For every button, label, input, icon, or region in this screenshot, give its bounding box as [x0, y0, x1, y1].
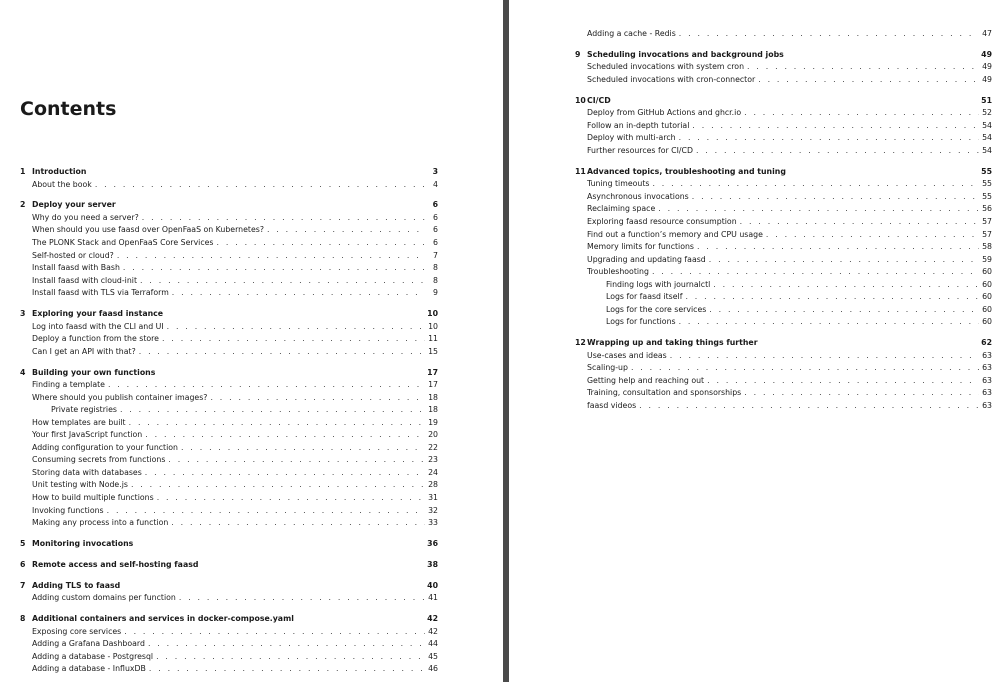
- entry-title: Exploring your faasd instance: [32, 309, 164, 319]
- toc-section[interactable]: [20, 651, 438, 664]
- page-number: 6: [433, 238, 438, 248]
- entry-title: Storing data with databases: [32, 467, 142, 477]
- toc-section[interactable]: [575, 203, 992, 216]
- dot-leader: [168, 454, 425, 467]
- page-number: 3: [432, 167, 438, 176]
- page-number: 59: [982, 254, 992, 264]
- toc-section[interactable]: [20, 429, 438, 442]
- toc-subsection[interactable]: [575, 279, 992, 292]
- entry-title: The PLONK Stack and OpenFaaS Core Services: [32, 238, 214, 248]
- entry-title: Introduction: [32, 167, 87, 176]
- toc-section[interactable]: [20, 250, 438, 263]
- toc-section[interactable]: [20, 275, 438, 288]
- page-number: 60: [982, 304, 992, 314]
- entry-title: Adding configuration to your function: [32, 442, 178, 452]
- entry-title: Training, consultation and sponsorships: [587, 388, 742, 398]
- toc-section[interactable]: [575, 178, 992, 191]
- entry-title: faasd videos: [587, 400, 637, 410]
- dot-leader: [142, 212, 425, 225]
- toc-section[interactable]: [20, 592, 438, 605]
- page-number: 49: [981, 49, 992, 59]
- page-number: 57: [982, 229, 992, 239]
- toc-section[interactable]: [575, 266, 992, 279]
- dot-leader: [652, 266, 979, 279]
- dot-leader: [139, 346, 425, 359]
- entry-title: Can I get an API with that?: [32, 346, 136, 356]
- entry-title: Install faasd with TLS via Terraform: [32, 288, 169, 298]
- dot-leader: [744, 107, 979, 120]
- dot-leader: [679, 316, 979, 329]
- toc-subsection[interactable]: [575, 304, 992, 317]
- dot-leader: [162, 333, 425, 346]
- entry-title: Memory limits for functions: [587, 242, 694, 252]
- toc-section[interactable]: [575, 28, 992, 41]
- entry-title: Log into faasd with the CLI and UI: [32, 321, 164, 331]
- entry-title: Tuning timeouts: [587, 179, 650, 189]
- dot-leader: [696, 145, 979, 158]
- chapter-number: 7: [20, 580, 26, 590]
- page-number: 7: [433, 250, 438, 260]
- entry-title: Deploy a function from the store: [32, 334, 159, 344]
- chapter-number: 11: [575, 166, 586, 176]
- toc-section[interactable]: [575, 191, 992, 204]
- chapter-number: 8: [20, 614, 26, 624]
- toc-chapter[interactable]: [20, 613, 438, 626]
- dot-leader: [744, 387, 979, 400]
- entry-title: Where should you publish container images?: [32, 392, 208, 402]
- page-number: 63: [982, 388, 992, 398]
- chapter-number: 1: [20, 167, 26, 176]
- dot-leader: [709, 254, 979, 267]
- page-number: 55: [982, 191, 992, 201]
- dot-leader: [766, 229, 979, 242]
- toc-section[interactable]: [575, 61, 992, 74]
- toc-right-column: [575, 28, 992, 413]
- toc-chapter[interactable]: [575, 166, 992, 179]
- toc-section[interactable]: [20, 287, 438, 300]
- page-number: 6: [432, 200, 438, 210]
- page-number: 60: [982, 267, 992, 277]
- chapter-number: 2: [20, 200, 26, 210]
- chapter-number: 5: [20, 538, 26, 548]
- dot-leader: [631, 362, 979, 375]
- toc-subsection[interactable]: [575, 291, 992, 304]
- dot-leader: [149, 663, 425, 676]
- entry-title: Finding logs with journalctl: [606, 279, 711, 289]
- dot-leader: [145, 467, 425, 480]
- toc-section[interactable]: [20, 517, 438, 530]
- page-number: 52: [982, 108, 992, 118]
- dot-leader: [670, 350, 979, 363]
- page-number: 17: [428, 380, 438, 390]
- page-number: 46: [428, 664, 438, 674]
- dot-leader: [181, 442, 425, 455]
- dot-leader: [679, 132, 979, 145]
- dot-leader: [167, 321, 425, 334]
- entry-title: Why do you need a server?: [32, 212, 139, 222]
- entry-title: Adding a cache - Redis: [587, 29, 676, 38]
- entry-title: Troubleshooting: [587, 267, 649, 277]
- toc-section[interactable]: [575, 132, 992, 145]
- page-number: 63: [982, 400, 992, 410]
- dot-leader: [685, 291, 979, 304]
- dot-leader: [117, 250, 425, 263]
- entry-title: Exposing core services: [32, 626, 122, 636]
- toc-section[interactable]: [575, 145, 992, 158]
- page-number: 44: [428, 639, 438, 649]
- toc-section[interactable]: [20, 417, 438, 430]
- page-number: 54: [982, 145, 992, 155]
- dot-leader: [179, 592, 425, 605]
- toc-section[interactable]: [20, 346, 438, 359]
- page-number: 51: [981, 95, 992, 105]
- toc-chapter[interactable]: [20, 367, 438, 380]
- dot-leader: [692, 120, 979, 133]
- page-number: 17: [427, 367, 438, 377]
- entry-title: Logs for faasd itself: [606, 292, 683, 302]
- dot-leader: [108, 379, 425, 392]
- entry-title: Your first JavaScript function: [32, 430, 143, 440]
- toc-section[interactable]: [20, 224, 438, 237]
- page-number: 58: [982, 242, 992, 252]
- toc-chapter[interactable]: [20, 580, 438, 593]
- toc-chapter[interactable]: [20, 308, 438, 321]
- entry-title: Use-cases and ideas: [587, 350, 667, 360]
- page-number: 62: [981, 338, 992, 348]
- entry-title: Reclaiming space: [587, 204, 656, 214]
- entry-title: Deploy with multi-arch: [587, 133, 676, 143]
- dot-leader: [156, 651, 425, 664]
- page-number: 40: [427, 580, 438, 590]
- entry-title: Scheduling invocations and background jobs: [587, 49, 784, 59]
- toc-chapter[interactable]: [20, 559, 438, 572]
- page-number: 32: [428, 505, 438, 515]
- dot-leader: [157, 492, 425, 505]
- dot-leader: [707, 375, 979, 388]
- chapter-number: 10: [575, 95, 586, 105]
- page-number: 49: [982, 74, 992, 84]
- toc-section[interactable]: [575, 241, 992, 254]
- entry-title: Deploy your server: [32, 200, 116, 210]
- page-number: 54: [982, 133, 992, 143]
- toc-chapter[interactable]: [575, 95, 992, 108]
- toc-section[interactable]: [20, 179, 438, 192]
- page-number: 31: [428, 493, 438, 503]
- toc-section[interactable]: [20, 212, 438, 225]
- entry-title: Logs for the core services: [606, 304, 707, 314]
- page-number: 24: [428, 467, 438, 477]
- entry-title: Adding TLS to faasd: [32, 580, 121, 590]
- chapter-number: 3: [20, 309, 26, 319]
- toc-section[interactable]: [20, 505, 438, 518]
- entry-title: Unit testing with Node.js: [32, 480, 128, 490]
- entry-title: Deploy from GitHub Actions and ghcr.io: [587, 108, 742, 118]
- entry-title: Monitoring invocations: [32, 538, 134, 548]
- entry-title: CI/CD: [587, 95, 611, 105]
- entry-title: Private registries: [51, 405, 117, 415]
- dot-leader: [120, 404, 425, 417]
- dot-leader: [740, 216, 979, 229]
- entry-title: Consuming secrets from functions: [32, 455, 166, 465]
- page-number: 54: [982, 120, 992, 130]
- entry-title: Further resources for CI/CD: [587, 145, 693, 155]
- page-number: 9: [433, 288, 438, 298]
- toc-subsection[interactable]: [575, 316, 992, 329]
- toc-section[interactable]: [575, 362, 992, 375]
- dot-leader: [129, 417, 425, 430]
- page-number: 63: [982, 363, 992, 373]
- page-number: 11: [428, 334, 438, 344]
- toc-section[interactable]: [575, 107, 992, 120]
- page-number: 60: [982, 279, 992, 289]
- dot-leader: [140, 275, 425, 288]
- toc-chapter[interactable]: [20, 166, 438, 179]
- toc-chapter[interactable]: [20, 538, 438, 551]
- dot-leader: [658, 203, 979, 216]
- toc-section[interactable]: [20, 392, 438, 405]
- entry-title: Asynchronous invocations: [587, 191, 689, 201]
- page-number: 55: [982, 179, 992, 189]
- toc-chapter[interactable]: [575, 337, 992, 350]
- chapter-number: 4: [20, 367, 26, 377]
- page-number: 38: [427, 559, 438, 569]
- entry-title: Additional containers and services in docker-compose.yaml: [32, 614, 294, 624]
- page-number: 18: [428, 392, 438, 402]
- entry-title: Wrapping up and taking things further: [587, 338, 758, 348]
- page-number: 41: [428, 593, 438, 603]
- dot-leader: [217, 237, 426, 250]
- page-number: 47: [982, 29, 992, 38]
- page-number: 60: [982, 292, 992, 302]
- dot-leader: [713, 279, 979, 292]
- page-number: 57: [982, 217, 992, 226]
- entry-title: Upgrading and updating faasd: [587, 254, 706, 264]
- dot-leader: [95, 179, 425, 192]
- contents-heading: Contents: [20, 98, 117, 120]
- entry-title: Follow an in-depth tutorial: [587, 120, 690, 130]
- page-number: 60: [982, 317, 992, 327]
- entry-title: Adding a database - Postgresql: [32, 651, 154, 661]
- page-number: 56: [982, 204, 992, 214]
- entry-title: Invoking functions: [32, 505, 104, 515]
- page-number: 6: [433, 225, 438, 235]
- dot-leader: [131, 479, 425, 492]
- page-number: 36: [427, 538, 438, 548]
- dot-leader: [210, 392, 425, 405]
- toc-section[interactable]: [575, 387, 992, 400]
- page-number: 15: [428, 346, 438, 356]
- page-number: 49: [982, 62, 992, 72]
- toc-subsection[interactable]: [20, 404, 438, 417]
- chapter-number: 9: [575, 49, 581, 59]
- dot-leader: [107, 505, 425, 518]
- page-number: 42: [428, 626, 438, 636]
- entry-title: How templates are built: [32, 417, 126, 427]
- entry-title: Adding custom domains per function: [32, 593, 176, 603]
- toc-section[interactable]: [20, 454, 438, 467]
- toc-chapter[interactable]: [20, 199, 438, 212]
- chapter-number: 12: [575, 338, 586, 348]
- toc-section[interactable]: [20, 492, 438, 505]
- entry-title: About the book: [32, 179, 92, 189]
- toc-section[interactable]: [20, 321, 438, 334]
- page-number: 22: [428, 442, 438, 452]
- toc-section[interactable]: [20, 626, 438, 639]
- dot-leader: [172, 287, 425, 300]
- toc-section[interactable]: [20, 262, 438, 275]
- entry-title: Remote access and self-hosting faasd: [32, 559, 199, 569]
- entry-title: Exploring faasd resource consumption: [587, 217, 737, 226]
- page-number: 28: [428, 480, 438, 490]
- toc-section[interactable]: [20, 333, 438, 346]
- page-number: 63: [982, 350, 992, 360]
- dot-leader: [145, 429, 425, 442]
- entry-title: Getting help and reaching out: [587, 375, 705, 385]
- toc-section[interactable]: [575, 375, 992, 388]
- toc-section[interactable]: [575, 254, 992, 267]
- toc-section[interactable]: [20, 467, 438, 480]
- dot-leader: [679, 28, 979, 41]
- page-number: 42: [427, 614, 438, 624]
- entry-title: How to build multiple functions: [32, 493, 154, 503]
- dot-leader: [124, 626, 425, 639]
- page-number: 45: [428, 651, 438, 661]
- toc-section[interactable]: [575, 400, 992, 413]
- dot-leader: [652, 178, 979, 191]
- entry-title: Find out a function’s memory and CPU usage: [587, 229, 763, 239]
- entry-title: Self-hosted or cloud?: [32, 250, 114, 260]
- entry-title: Logs for functions: [606, 317, 676, 327]
- toc-chapter[interactable]: [575, 49, 992, 62]
- toc-section[interactable]: [575, 74, 992, 87]
- dot-leader: [148, 638, 425, 651]
- dot-leader: [758, 74, 979, 87]
- toc-section[interactable]: [575, 216, 992, 229]
- entry-title: Scheduled invocations with cron-connector: [587, 74, 756, 84]
- dot-leader: [709, 304, 979, 317]
- entry-title: When should you use faasd over OpenFaaS on Kubernetes?: [32, 225, 264, 235]
- toc-section[interactable]: [20, 379, 438, 392]
- page-number: 55: [981, 166, 992, 176]
- toc-section[interactable]: [20, 663, 438, 676]
- page-number: 4: [433, 179, 438, 189]
- dot-leader: [639, 400, 979, 413]
- page-number: 23: [428, 455, 438, 465]
- toc-section[interactable]: [20, 237, 438, 250]
- entry-title: Scaling-up: [587, 363, 628, 373]
- page-number: 20: [428, 430, 438, 440]
- toc-section[interactable]: [20, 442, 438, 455]
- entry-title: Advanced topics, troubleshooting and tuning: [587, 166, 786, 176]
- dot-leader: [747, 61, 979, 74]
- entry-title: Install faasd with cloud-init: [32, 275, 138, 285]
- chapter-number: 6: [20, 559, 26, 569]
- page-number: 10: [427, 309, 438, 319]
- entry-title: Finding a template: [32, 380, 105, 390]
- toc-section[interactable]: [575, 350, 992, 363]
- dot-leader: [692, 191, 979, 204]
- entry-title: Scheduled invocations with system cron: [587, 62, 745, 72]
- toc-left-column: [20, 166, 438, 676]
- page-number: 63: [982, 375, 992, 385]
- right-page: [509, 0, 1005, 682]
- toc-section[interactable]: [575, 120, 992, 133]
- toc-section[interactable]: [20, 638, 438, 651]
- page-number: 8: [433, 275, 438, 285]
- dot-leader: [267, 224, 425, 237]
- entry-title: Adding a Grafana Dashboard: [32, 639, 145, 649]
- dot-leader: [697, 241, 979, 254]
- page-number: 18: [428, 405, 438, 415]
- page-number: 6: [433, 212, 438, 222]
- entry-title: Install faasd with Bash: [32, 263, 120, 273]
- page-number: 33: [428, 518, 438, 528]
- dot-leader: [123, 262, 425, 275]
- dot-leader: [171, 517, 425, 530]
- toc-section[interactable]: [575, 229, 992, 242]
- toc-section[interactable]: [20, 479, 438, 492]
- entry-title: Building your own functions: [32, 367, 156, 377]
- page-number: 19: [428, 417, 438, 427]
- entry-title: Adding a database - InfluxDB: [32, 664, 146, 674]
- page-number: 8: [433, 263, 438, 273]
- page-number: 10: [428, 321, 438, 331]
- entry-title: Making any process into a function: [32, 518, 169, 528]
